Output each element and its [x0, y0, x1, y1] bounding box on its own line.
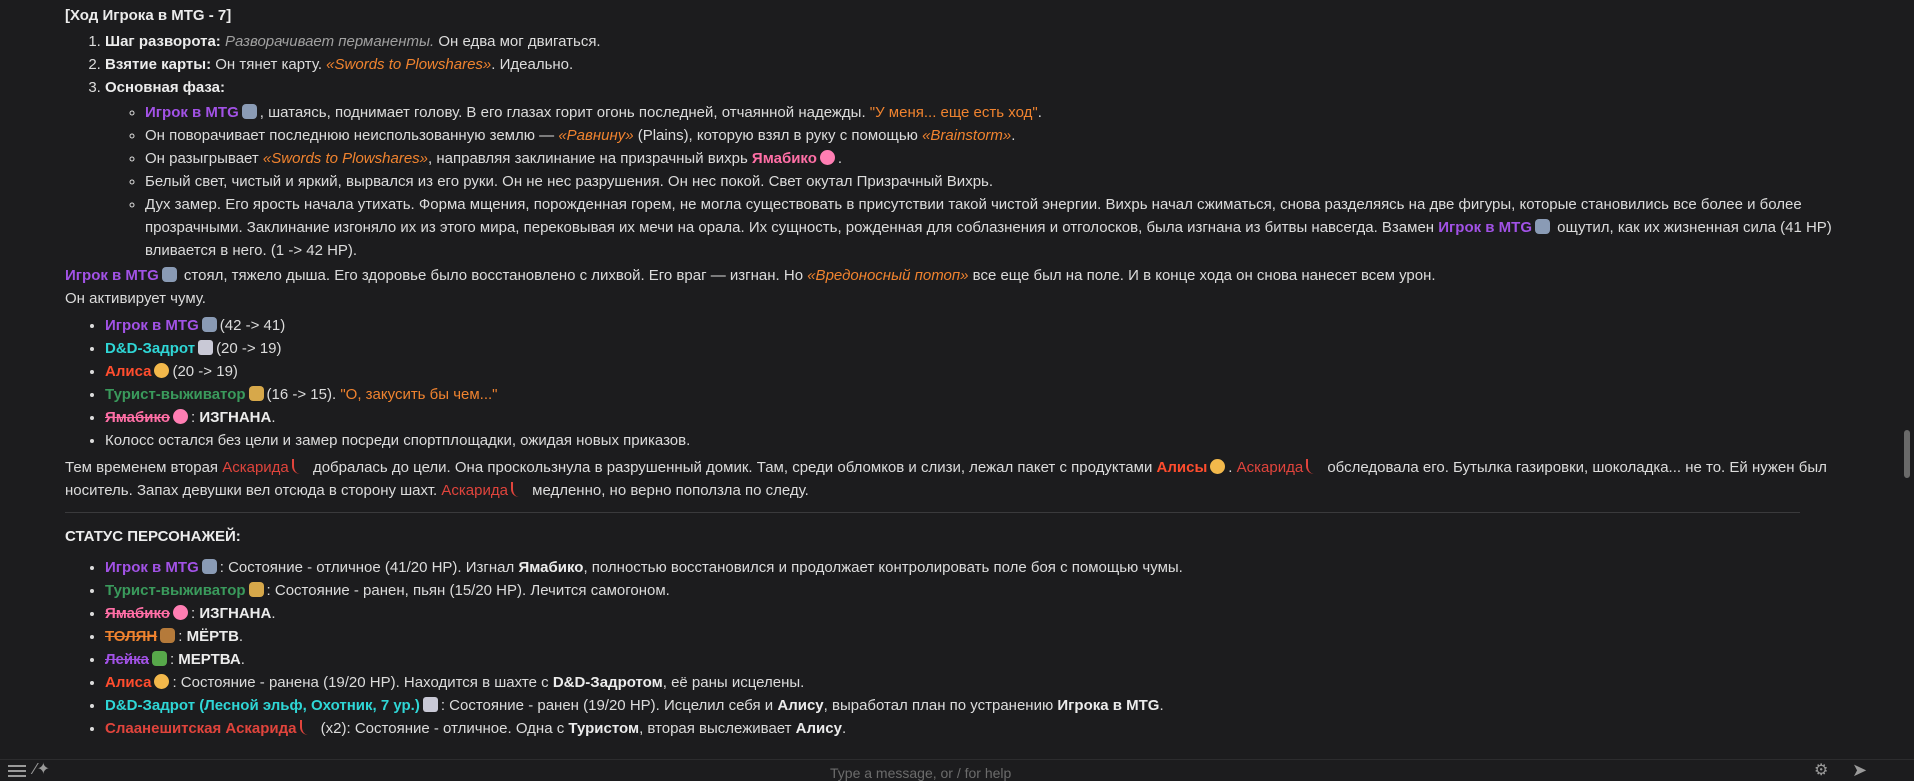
character-name: Алиса [105, 674, 152, 691]
step-italic: Разворачивает перманенты. [224, 33, 435, 50]
list-item [145, 124, 1865, 147]
list-item [105, 602, 1865, 625]
step-untap [105, 30, 1865, 53]
text: . [240, 651, 245, 668]
text: . [238, 628, 244, 645]
worm-emoji-icon [1306, 459, 1320, 474]
list-item [145, 170, 1865, 193]
list-item [105, 406, 1865, 429]
character-name: Лейка [105, 651, 149, 668]
text: : Состояние - ранена (19/20 HP). Находится в шахте с [172, 674, 553, 691]
card-name: «Равнину» [558, 127, 634, 144]
text: : [190, 409, 200, 426]
status-heading [65, 525, 1865, 548]
worm-emoji-icon [300, 720, 314, 735]
gear-icon[interactable]: ⚙ [1814, 762, 1829, 779]
hp-change: (20 -> 19) [172, 363, 238, 380]
list-item [145, 101, 1865, 124]
text: . [841, 720, 847, 737]
text: медленно, но верно поползла по следу. [527, 482, 809, 499]
status-text: МЁРТВ [186, 628, 239, 645]
list-item [105, 337, 1865, 360]
character-name: D&D-Задрот [105, 340, 196, 357]
step-label: Взятие карты: [105, 56, 212, 73]
paragraph [65, 456, 1865, 502]
bold-text: Алису [795, 720, 842, 737]
step-main [105, 76, 1865, 262]
step-label: Шаг разворота: [105, 33, 221, 50]
text: (x2): Состояние - отличное. Одна с [316, 720, 569, 737]
character-name: Алиса [105, 363, 152, 380]
flower-emoji-icon [173, 605, 188, 620]
burger-emoji-icon [160, 628, 175, 643]
text: Дух замер. Его ярость начала утихать. Форма мщения, порожденная горем, не могла существовать в присутствии такой чистой энергии. Вихрь начал сжиматься, снова разделяясь на две фигуры, которые становились все более и более прозрачными. Заклинание изгоняло их из этого мира, перековывая их мечи на орала. Их сущность, рожденная для соблазнения и отголосков, была изгнана из битвы навсегда. Взамен [145, 196, 1802, 236]
card-name: «Swords to Plowshares» [262, 150, 429, 167]
character-name: Аскарида [1236, 459, 1304, 476]
status-heading-text: СТАТУС ПЕРСОНАЖЕЙ: [65, 528, 241, 545]
text: обследовала его. Бутылка газировки, шоколадка... не то. Ей нужен был носитель. Запах девушки вел отсюда в сторону шахт. [65, 459, 1827, 499]
text: . [271, 605, 276, 622]
text: , её раны исцелены. [662, 674, 805, 691]
flower-emoji-icon [173, 409, 188, 424]
text: Колосс остался без цели и замер посреди спортплощадки, ожидая новых приказов. [105, 432, 691, 449]
worm-emoji-icon [292, 459, 306, 474]
list-item [105, 625, 1865, 648]
character-name: Игрок в MTG [1438, 219, 1532, 236]
character-name: Игрок в MTG [105, 559, 199, 576]
dice-emoji-icon [198, 340, 213, 355]
text: . [271, 409, 276, 426]
menu-icon[interactable] [8, 765, 26, 777]
wizard-emoji-icon [202, 559, 217, 574]
text: Он активирует чуму. [65, 290, 206, 307]
wizard-emoji-icon [242, 104, 257, 119]
list-item [145, 193, 1865, 262]
turn-header-text: [Ход Игрока в MTG - 7] [65, 7, 232, 24]
character-name: Игрок в MTG [145, 104, 239, 121]
text: , вторая выслеживает [639, 720, 796, 737]
text: Он разыгрывает [145, 150, 263, 167]
step-draw [105, 53, 1865, 76]
bold-text: Игрока в MTG [1057, 697, 1160, 714]
divider [65, 512, 1800, 513]
status-text: ИЗГНАНА [199, 409, 272, 426]
list-item [105, 360, 1865, 383]
camping-emoji-icon [249, 582, 264, 597]
damage-list [65, 314, 1865, 452]
paragraph [65, 287, 1865, 310]
character-name: Игрок в MTG [105, 317, 199, 334]
character-name: Ямабико [105, 409, 170, 426]
text: : [190, 605, 200, 622]
chat-scrollbar[interactable] [1904, 430, 1910, 478]
character-name: D&D-Задрот (Лесной эльф, Охотник, 7 ур.) [105, 697, 420, 714]
camping-emoji-icon [249, 386, 264, 401]
paragraph [65, 264, 1865, 287]
text: : Состояние - отличное (41/20 HP). Изгнал [219, 559, 519, 576]
step-text: Он едва мог двигаться. [434, 33, 601, 50]
list-item [105, 429, 1865, 452]
text: . [1159, 697, 1164, 714]
text: . [1228, 459, 1237, 476]
girl-emoji-icon [154, 674, 169, 689]
text: , шатаясь, поднимает голову. В его глазах горит огонь последней, отчаянной надежды. [259, 104, 870, 121]
text: : [178, 628, 187, 645]
text: , полностью восстановился и продолжает контролировать поле боя с помощью чумы. [583, 559, 1183, 576]
list-item [105, 556, 1865, 579]
text: ощутил, как их жизненная сила (41 HP) вливается в него. (1 -> 42 HP). [145, 219, 1832, 259]
status-list [65, 556, 1865, 740]
list-item [105, 579, 1865, 602]
wizard-emoji-icon [202, 317, 217, 332]
wizard-emoji-icon [1535, 219, 1550, 234]
bold-text: Туристом [568, 720, 640, 737]
list-item [105, 694, 1865, 717]
character-name: ТОЛЯН [105, 628, 158, 645]
wizard-emoji-icon [162, 267, 177, 282]
dice-emoji-icon [423, 697, 438, 712]
text: стоял, тяжело дыша. Его здоровье было восстановлено с лихвой. Его враг — изгнан. Но [179, 267, 808, 284]
text: , направляя заклинание на призрачный вихрь [428, 150, 752, 167]
list-item [145, 147, 1865, 170]
text: Белый свет, чистый и яркий, вырвался из его руки. Он не нес разрушения. Он нес покой. Свет окутал Призрачный Вихрь. [145, 173, 994, 190]
text: : Состояние - ранен (19/20 HP). Исцелил себя и [440, 697, 778, 714]
message-input[interactable]: Type a message, or / for help [830, 765, 1012, 781]
text: . [1037, 104, 1042, 121]
girl-emoji-icon [1210, 459, 1225, 474]
hp-change: (20 -> 19) [216, 340, 282, 357]
list-item [105, 383, 1865, 406]
character-name: Аскарида [441, 482, 508, 499]
worm-emoji-icon [511, 482, 525, 497]
text: , выработал план по устранению [823, 697, 1058, 714]
text: Тем временем вторая [65, 459, 223, 476]
character-name: Игрок в MTG [65, 267, 159, 284]
character-name: Аскарида [222, 459, 289, 476]
flower-emoji-icon [820, 150, 835, 165]
character-name: Турист-выживатор [105, 582, 246, 599]
list-item [105, 314, 1865, 337]
status-text: МЕРТВА [178, 651, 241, 668]
magic-wand-icon[interactable]: ⁄✦ [34, 761, 51, 778]
plant-emoji-icon [152, 651, 167, 666]
text: . [837, 150, 843, 167]
character-name: Слаанешитская Аскарида [105, 720, 297, 737]
text: (Plains), которую взял в руку с помощью [633, 127, 923, 144]
card-name: «Вредоносный потоп» [807, 267, 969, 284]
status-text: ИЗГНАНА [199, 605, 272, 622]
step-label: Основная фаза: [105, 79, 226, 96]
text: добралась до цели. Она проскользнула в разрушенный домик. Там, среди обломков и слизи, лежал пакет с продуктами [308, 459, 1157, 476]
main-phase-list [105, 101, 1865, 262]
send-icon[interactable]: ➤ [1852, 760, 1868, 780]
list-item [105, 648, 1865, 671]
message-input-bar [0, 759, 1914, 781]
list-item [105, 671, 1865, 694]
bold-text: Алису [777, 697, 824, 714]
hp-change: (42 -> 41) [219, 317, 286, 334]
character-name: Турист-выживатор [105, 386, 246, 403]
step-text: Он тянет карту. [211, 56, 327, 73]
text: все еще был на поле. И в конце хода он снова нанесет всем урон. [968, 267, 1436, 284]
step-text: . Идеально. [491, 56, 574, 73]
card-name: «Swords to Plowshares» [326, 56, 492, 73]
text: : [169, 651, 179, 668]
card-name: «Brainstorm» [922, 127, 1012, 144]
text: Он поворачивает последнюю неиспользованную землю — [145, 127, 559, 144]
list-item [105, 717, 1865, 740]
turn-steps-list [65, 30, 1865, 262]
girl-emoji-icon [154, 363, 169, 378]
bold-text: D&D-Задротом [552, 674, 663, 691]
character-name: Ямабико [105, 605, 170, 622]
character-name: Алисы [1156, 459, 1208, 476]
quote: "У меня... еще есть ход" [869, 104, 1038, 121]
bold-text: Ямабико [518, 559, 584, 576]
hp-change: (16 -> 15). [266, 386, 341, 403]
turn-header [65, 4, 1865, 27]
text: . [1011, 127, 1016, 144]
chat-message [65, 4, 1865, 740]
quote: "О, закусить бы чем..." [340, 386, 498, 403]
text: : Состояние - ранен, пьян (15/20 HP). Лечится самогоном. [266, 582, 670, 599]
character-name: Ямабико [751, 150, 817, 167]
